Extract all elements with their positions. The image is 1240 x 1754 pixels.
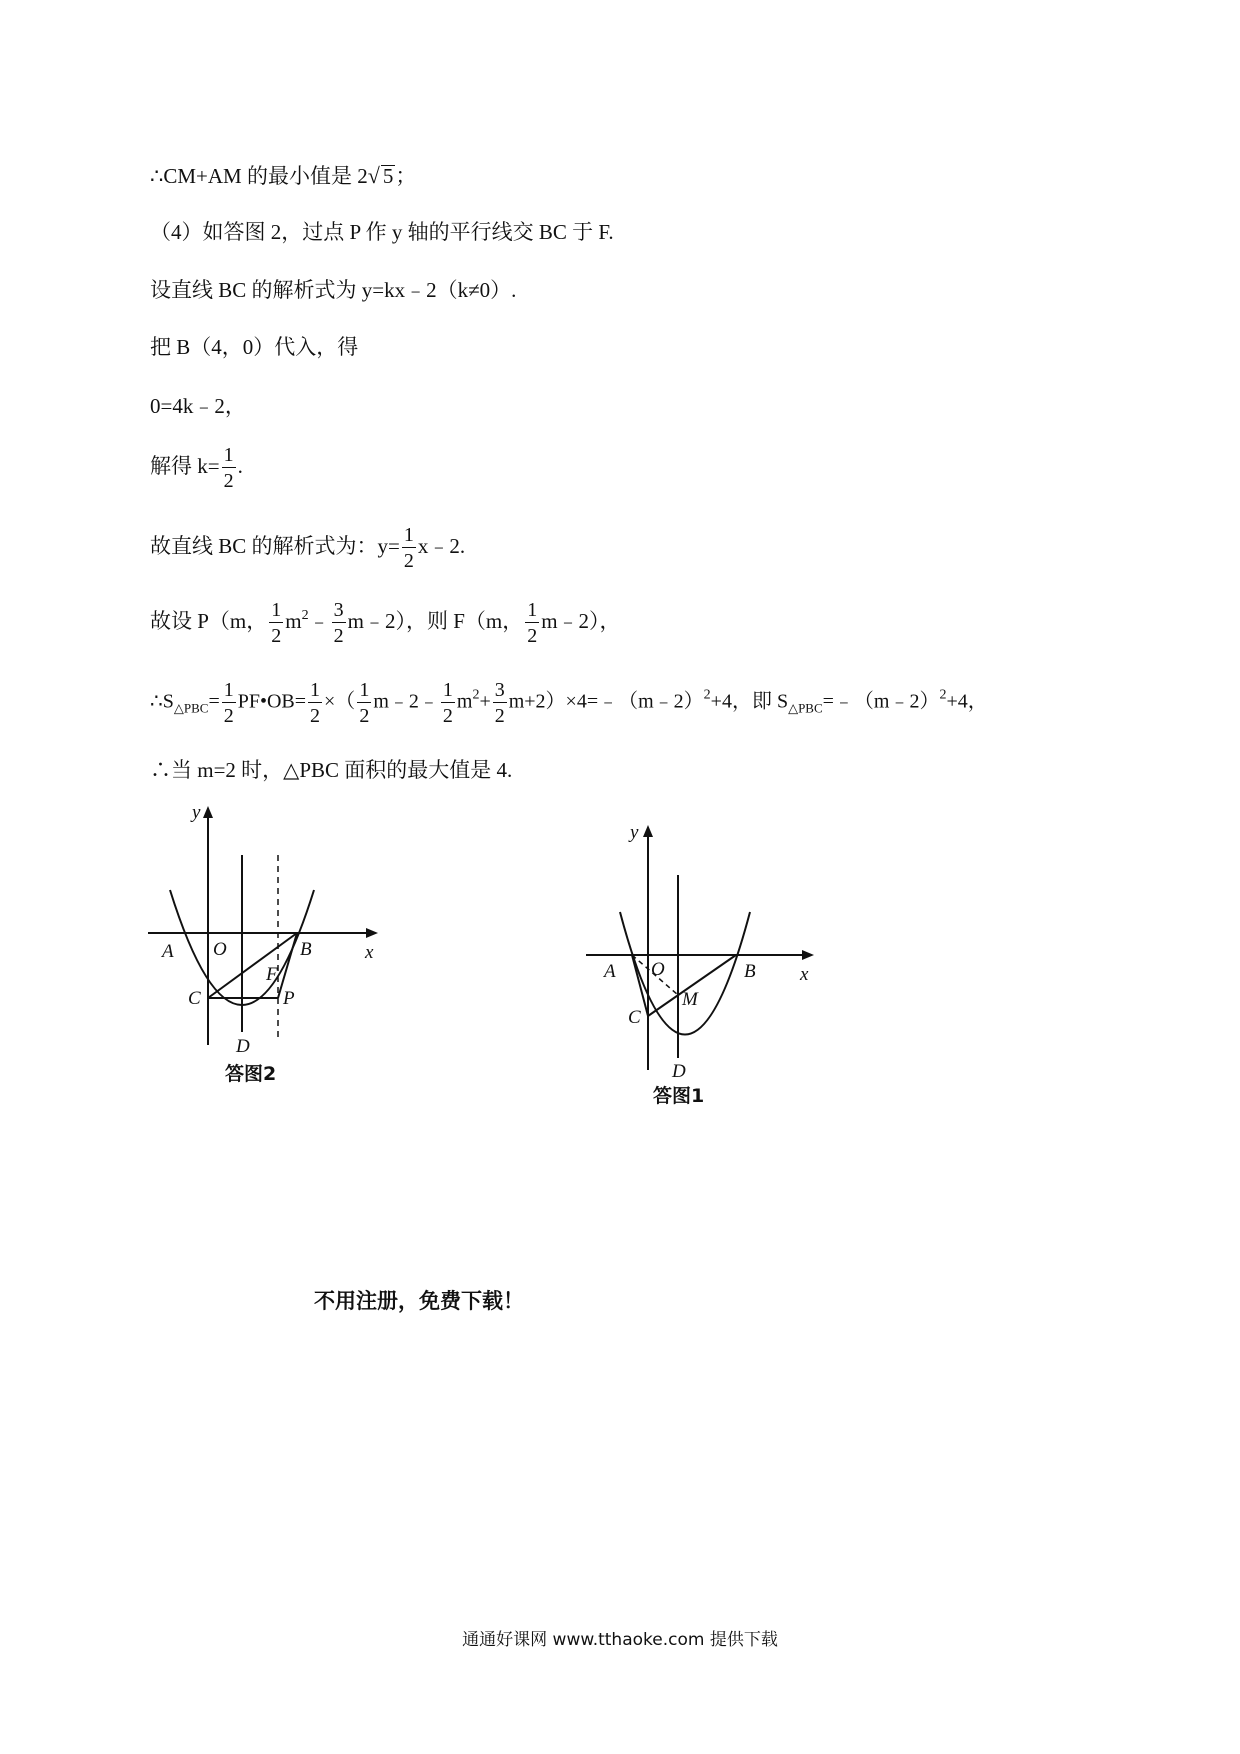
label-m: M <box>682 989 698 1010</box>
seg: PF•OB= <box>237 690 307 713</box>
fraction <box>222 680 236 726</box>
x-axis-arrow <box>802 950 814 960</box>
figure-caption: 答图2 <box>225 1063 277 1085</box>
fraction <box>441 680 455 726</box>
label-c: C <box>628 1007 641 1028</box>
frac-den: 2 <box>271 625 282 647</box>
seg: ∴S <box>150 690 174 713</box>
label-a: A <box>604 961 616 982</box>
fraction <box>402 525 416 571</box>
seg: +4， <box>946 690 988 713</box>
label-o: O <box>651 959 665 980</box>
superscript: 2 <box>703 687 711 703</box>
frac-den: 2 <box>223 470 234 492</box>
text-line-conclusion: ∴当 m=2 时，△PBC 面积的最大值是 4. <box>150 758 513 782</box>
label-x: x <box>800 964 809 985</box>
label-c: C <box>188 988 201 1009</box>
label-p: P <box>283 988 295 1009</box>
label-f: F <box>266 964 278 985</box>
frac-den: 2 <box>442 705 453 727</box>
label-b: B <box>300 939 312 960</box>
y-axis-arrow <box>203 806 213 818</box>
label-o: O <box>213 939 227 960</box>
free-download-note: 不用注册，免费下载！ <box>314 1289 524 1313</box>
subscript: △PBC <box>173 700 209 716</box>
frac-num: 1 <box>223 679 234 701</box>
label-y: y <box>630 822 639 843</box>
seg: m+2）×4=﹣（m﹣2） <box>508 690 704 713</box>
line6-text: 解得 k= <box>150 453 220 478</box>
label-x: x <box>365 942 374 963</box>
line1-tail: ； <box>395 164 417 188</box>
text-line-equation: 0=4k﹣2， <box>150 394 246 418</box>
seg: = <box>208 690 220 713</box>
frac-den: 2 <box>527 625 538 647</box>
figure-answer-1 <box>580 820 840 1110</box>
frac-num: 1 <box>223 444 234 466</box>
figure-caption: 答图1 <box>653 1085 705 1107</box>
superscript: 2 <box>472 687 480 703</box>
text-line-substitute-b: 把 B（4，0）代入，得 <box>150 335 359 359</box>
label-y: y <box>192 802 201 823</box>
footer-source: 通通好课网 www.tthaoke.com 提供下载 <box>462 1630 778 1650</box>
frac-num: 3 <box>333 599 344 621</box>
frac-num: 1 <box>359 679 370 701</box>
frac-num: 1 <box>271 599 282 621</box>
seg: + <box>479 690 491 713</box>
frac-den: 2 <box>494 705 505 727</box>
seg: ×（ <box>324 690 356 713</box>
text-line-set-p <box>150 600 621 646</box>
label-d: D <box>236 1036 250 1057</box>
fraction <box>525 600 539 646</box>
text-line-part4: （4）如答图 2，过点 P 作 y 轴的平行线交 BC 于 F. <box>150 220 614 244</box>
sqrt-radicand: 5 <box>382 164 394 188</box>
y-axis-arrow <box>643 825 653 837</box>
frac-num: 3 <box>494 679 505 701</box>
subscript: △PBC <box>788 700 823 716</box>
text-line-min-value <box>150 165 416 187</box>
fraction <box>357 680 371 726</box>
frac-den: 2 <box>359 705 370 727</box>
text-line-bc-expression <box>150 525 465 571</box>
superscript: 2 <box>939 687 947 703</box>
frac-num: 1 <box>527 599 538 621</box>
seg: m <box>285 608 302 633</box>
text-line-area <box>150 680 988 726</box>
seg: =﹣（m﹣2） <box>822 690 940 713</box>
seg: m <box>456 690 473 713</box>
line6-tail: . <box>237 453 243 478</box>
frac-den: 2 <box>310 705 321 727</box>
label-a: A <box>162 941 174 962</box>
seg: +4，即 S <box>710 690 789 713</box>
frac-num: 1 <box>442 679 453 701</box>
line7-text: 故直线 BC 的解析式为：y= <box>150 533 400 558</box>
frac-den: 2 <box>403 550 414 572</box>
frac-den: 2 <box>223 705 234 727</box>
fraction <box>308 680 322 726</box>
text-line-solve-k <box>150 445 243 491</box>
superscript: 2 <box>301 607 309 623</box>
label-d: D <box>672 1061 686 1082</box>
seg: 故设 P（m， <box>150 608 268 633</box>
line1-text: ∴CM+AM 的最小值是 2 <box>150 164 368 188</box>
seg: m﹣2）， <box>541 608 621 633</box>
fraction <box>222 445 236 491</box>
seg: ﹣ <box>308 608 330 633</box>
seg: m﹣2﹣ <box>373 690 439 713</box>
fraction <box>332 600 346 646</box>
frac-den: 2 <box>333 625 344 647</box>
frac-num: 1 <box>310 679 321 701</box>
seg: m﹣2），则 F（m， <box>347 608 524 633</box>
fraction <box>269 600 283 646</box>
x-axis-arrow <box>366 928 378 938</box>
fraction <box>493 680 507 726</box>
frac-num: 1 <box>403 524 414 546</box>
line7-tail: x﹣2. <box>417 533 466 558</box>
text-line-set-bc: 设直线 BC 的解析式为 y=kx﹣2（k≠0）. <box>150 278 517 302</box>
figure-answer-2 <box>140 800 420 1090</box>
label-b: B <box>744 961 756 982</box>
sqrt-sign: √ <box>367 163 380 188</box>
